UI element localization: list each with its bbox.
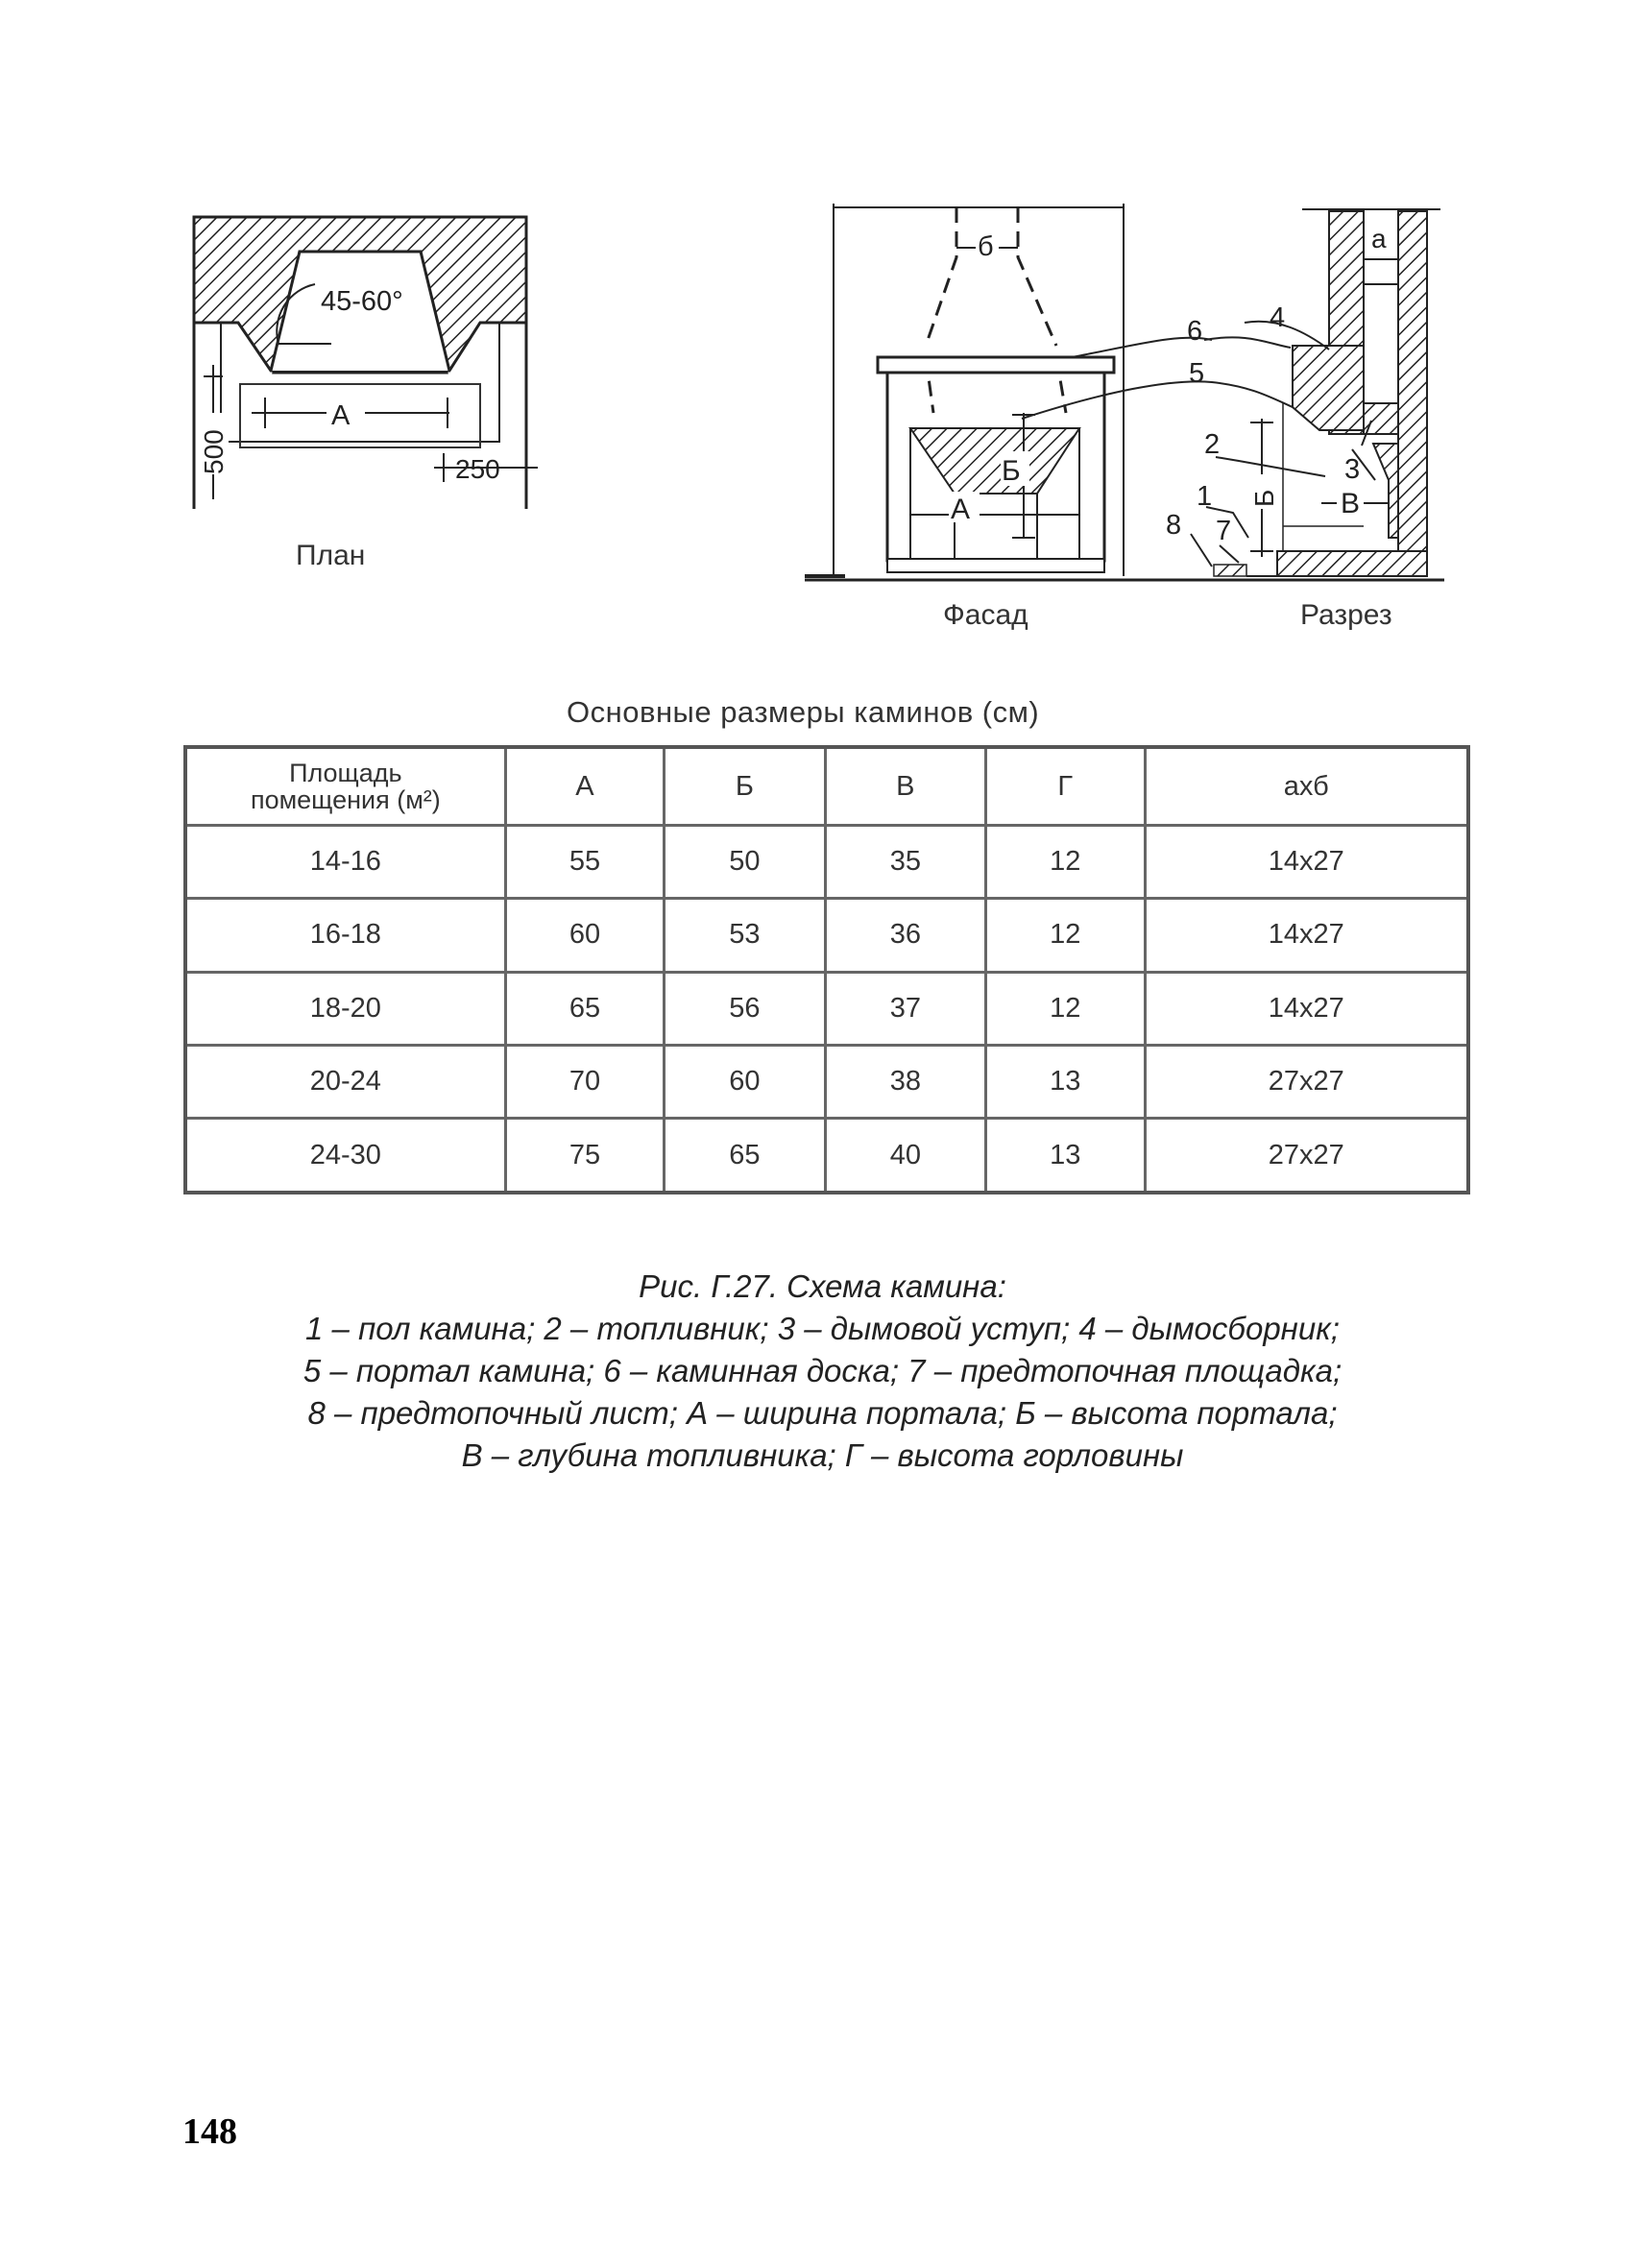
callout-3: 3 [1344, 454, 1361, 485]
cell-b: 56 [665, 972, 825, 1045]
facade-dim-b: Б [1002, 455, 1021, 487]
header-axb: ахб [1145, 747, 1468, 826]
cell-g: 12 [986, 972, 1145, 1045]
table-row [185, 972, 1468, 1045]
cell-axb: 27х27 [1145, 1045, 1468, 1118]
callout-8: 8 [1166, 510, 1182, 541]
cell-area: 20-24 [185, 1045, 505, 1118]
header-area-line2: помещения (м²) [250, 785, 441, 814]
cell-v: 38 [825, 1045, 985, 1118]
cell-b: 50 [665, 826, 825, 899]
table-row [185, 1119, 1468, 1193]
cell-a: 65 [505, 972, 664, 1045]
cell-g: 13 [986, 1045, 1145, 1118]
callout-5: 5 [1189, 358, 1205, 389]
cell-a: 55 [505, 826, 664, 899]
plan-label: План [296, 540, 366, 571]
section-label: Разрез [1300, 599, 1392, 631]
cell-axb: 14х27 [1145, 899, 1468, 972]
cell-g: 12 [986, 826, 1145, 899]
facade-mantel [878, 357, 1114, 373]
cell-v: 37 [825, 972, 985, 1045]
callout-6: 6 [1187, 316, 1203, 347]
cell-g: 12 [986, 899, 1145, 972]
cell-axb: 14х27 [1145, 826, 1468, 899]
facade-dim-a: А [951, 494, 971, 525]
plan-dim-500: 500 [199, 429, 229, 474]
caption-line: В – глубина топливника; Г – высота горловины [461, 1437, 1184, 1473]
fireplace-dimensions-table [183, 745, 1470, 1194]
header-b: Б [665, 747, 825, 826]
cell-area: 16-18 [185, 899, 505, 972]
header-g: Г [986, 747, 1145, 826]
caption-line: 5 – портал камина; 6 – каминная доска; 7 – предтопочная площадка; [302, 1353, 1343, 1388]
cell-b: 65 [665, 1119, 825, 1193]
section-view [1022, 209, 1440, 576]
cell-b: 53 [665, 899, 825, 972]
plan-angle-label: 45-60° [321, 286, 403, 317]
header-v: В [825, 747, 985, 826]
caption-line: 1 – пол камина; 2 – топливник; 3 – дымовой уступ; 4 – дымосборник; [305, 1311, 1340, 1346]
cell-a: 70 [505, 1045, 664, 1118]
caption-line: 8 – предтопочный лист; А – ширина портала; Б – высота портала; [307, 1395, 1338, 1431]
section-dim-a-small: а [1371, 224, 1387, 253]
figure-caption [0, 1266, 1645, 1477]
callout-2: 2 [1204, 429, 1221, 460]
cell-a: 75 [505, 1119, 664, 1193]
cell-area: 24-30 [185, 1119, 505, 1193]
callout-4: 4 [1270, 302, 1286, 333]
callout-1: 1 [1197, 481, 1213, 512]
table-row [185, 826, 1468, 899]
plan-view [194, 217, 538, 509]
table-header-row [185, 747, 1468, 826]
cell-v: 40 [825, 1119, 985, 1193]
cell-axb: 14х27 [1145, 972, 1468, 1045]
header-area [185, 747, 505, 826]
fireplace-figure [0, 0, 1645, 672]
cell-b: 60 [665, 1045, 825, 1118]
cell-v: 35 [825, 826, 985, 899]
plan-dim-250: 250 [455, 454, 500, 484]
cell-g: 13 [986, 1119, 1145, 1193]
section-dim-v: В [1341, 488, 1361, 519]
header-area-line1: Площадь [289, 759, 402, 787]
facade-dim-b-small: б [978, 231, 994, 262]
cell-area: 14-16 [185, 826, 505, 899]
header-a: А [505, 747, 664, 826]
cell-a: 60 [505, 899, 664, 972]
page-number: 148 [182, 2111, 237, 2152]
caption-title: Рис. Г.27. Схема камина: [639, 1268, 1006, 1304]
callout-7: 7 [1216, 516, 1232, 546]
cell-area: 18-20 [185, 972, 505, 1045]
table-title: Основные размеры каминов (см) [567, 695, 1040, 729]
table-row [185, 899, 1468, 972]
section-dim-b: Б [1249, 489, 1279, 507]
facade-label: Фасад [943, 599, 1028, 631]
cell-v: 36 [825, 899, 985, 972]
cell-axb: 27х27 [1145, 1119, 1468, 1193]
plan-dim-a: А [331, 400, 351, 431]
table-row [185, 1045, 1468, 1118]
